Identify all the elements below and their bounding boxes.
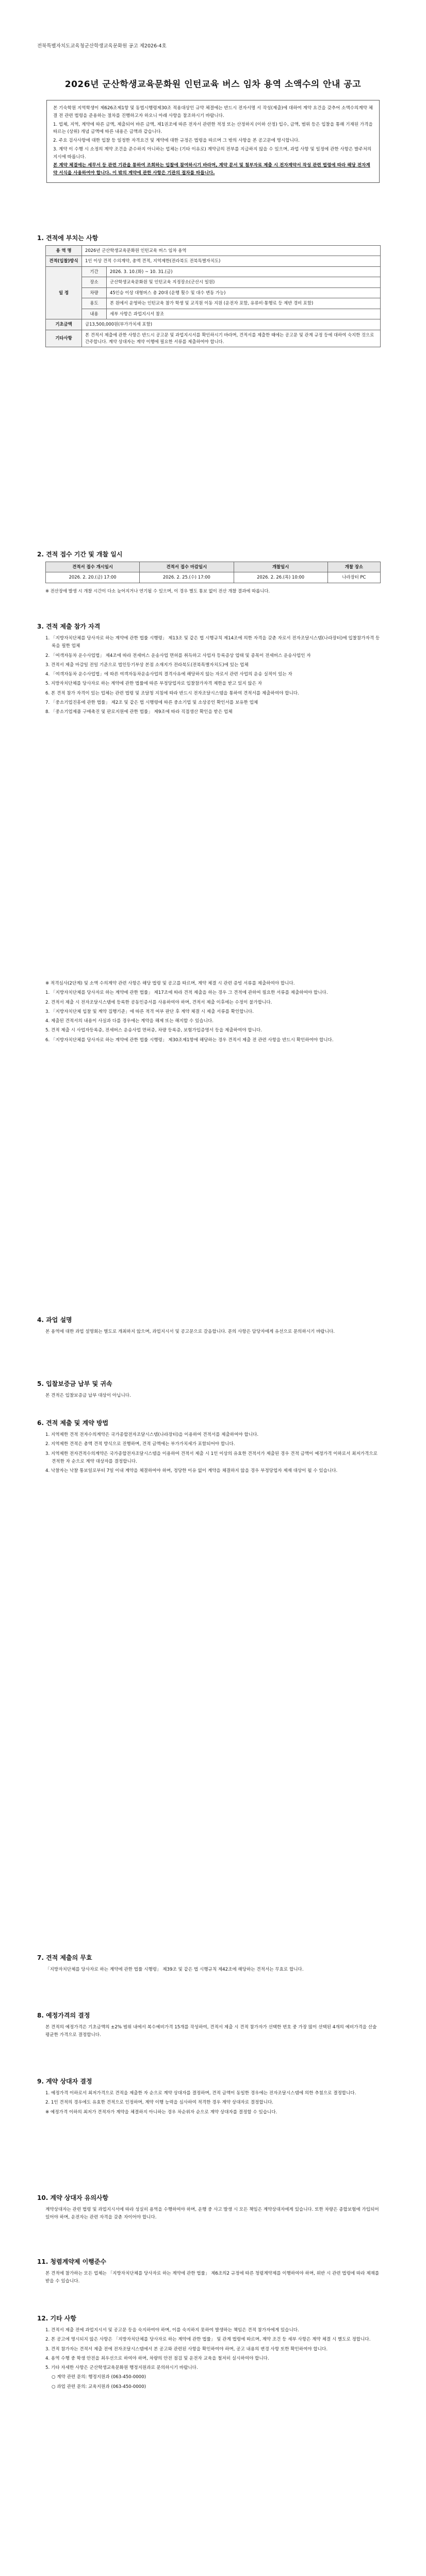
list-item: 5. 기타 자세한 사항은 군산학생교육문화원 행정지원과로 문의하시기 바랍니다.	[45, 2365, 198, 2371]
list-item: 2. 본 공고에 명시되지 않은 사항은 「지방자치단체를 당사자로 하는 계약에 관한 법률」 및 관계 법령에 따르며, 계약 조건 등 세부 사항은 계약 체결 시 별도로 정합니다.	[45, 2337, 371, 2343]
section-7-title: 7. 견적 제출의 무효	[37, 1954, 92, 1961]
row-value: 2026년 군산학생교육문화원 인턴교육 버스 임차 용역	[82, 246, 381, 256]
list-item: 3. 지역제한 전자견적수의계약은 국가종합전자조달시스템을 이용하여 견적서 제출 시 1인 이상의 유효한 견적서가 제출된 경우 견적 금액이 예정가격 이하로서 최저가격으로 견적한 자 순으로 계약 대상자를 결정합니다.	[45, 1451, 378, 1464]
section-5-title: 5. 입찰보증금 납부 및 귀속	[37, 1380, 112, 1387]
section-1-title: 1. 견적에 부치는 사항	[37, 234, 99, 242]
list-item: 8. 「중소기업제품 구매촉진 및 판로지원에 관한 법률」 제9조에 따라 직접생산 확인을 받은 업체	[45, 709, 233, 715]
row-sublabel: 내용	[82, 309, 107, 319]
row-value: 본 원에서 운영하는 인턴교육 참가 학생 및 교직원 이동 지원 (운전자 포함, 유류비·통행료 등 제반 경비 포함)	[107, 298, 381, 309]
section-2-title: 2. 견적 접수 기간 및 개찰 일시	[37, 551, 123, 558]
table-cell: 2026. 2. 20.(금) 17:00	[46, 572, 140, 583]
table-row	[46, 330, 381, 347]
row-value: 군산학생교육문화원 및 인턴교육 지정장소(군산시 일원)	[107, 277, 381, 287]
table-row	[46, 287, 381, 298]
table-row	[46, 319, 381, 330]
row-sublabel: 장소	[82, 277, 107, 287]
page-title: 2026년 군산학생교육문화원 인턴교육 버스 임차 용역 소액수의 안내 공고	[64, 79, 362, 90]
column-header: 개찰일시	[234, 562, 327, 572]
contact-item: ○ 과업 관련 문의: 교육지원과 (063-450-0000)	[52, 2384, 146, 2389]
column-header: 견적서 접수 마감일시	[140, 562, 234, 572]
eligibility-notes	[45, 980, 381, 1046]
paragraph: 본 견적의 예정가격은 기초금액의 ±2% 범위 내에서 복수예비가격 15개를 작성하여, 견적서 제출 시 견적 참가자가 선택한 번호 중 가장 많이 선택된 4개의 예비가격을 산술평균한 가격으로 결정합니다.	[45, 2025, 377, 2038]
row-label: 기타사항	[46, 330, 82, 347]
section-10-body	[45, 2206, 381, 2224]
list-item: 4. 낙찰자는 낙찰 통보일로부터 7일 이내 계약을 체결하여야 하며, 정당한 이유 없이 계약을 체결하지 않을 경우 부정당업자 제재 대상이 될 수 있습니다.	[45, 1468, 338, 1474]
list-item: 2. 견적서 제출 시 전자조달시스템에 등록한 공동인증서를 사용하여야 하며, 견적서 제출 이후에는 수정이 불가합니다.	[45, 999, 272, 1005]
section-11-title: 11. 청렴계약제 이행준수	[37, 2258, 106, 2265]
list-item: 1. 「지방자치단체를 당사자로 하는 계약에 관한 법률」 제17조에 따라 견적 제출을 하는 경우 그 견적에 관하여 필요한 서류를 제출하여야 합니다.	[45, 990, 328, 996]
section-7-body	[45, 1966, 381, 1975]
section-8-body	[45, 2024, 381, 2041]
list-item: 2. 1인 견적의 경우에도 유효한 견적으로 인정하며, 계약 이행 능력을 심사하여 적격한 경우 계약 상대자로 결정합니다.	[45, 2100, 273, 2106]
row-value: 45인승 이상 대형버스 총 20대 (운행 횟수 및 대수 변동 가능)	[107, 287, 381, 298]
schedule-table	[45, 562, 381, 583]
section-6-title: 6. 견적 제출 및 계약 방법	[37, 1419, 109, 1427]
table-row	[46, 246, 381, 256]
table-cell: 2026. 2. 25.(수) 17:00	[140, 572, 234, 583]
section-9-title: 9. 계약 상대자 결정	[37, 2078, 92, 2085]
paragraph: 본 견적은 입찰보증금 납부 대상이 아닙니다.	[45, 1393, 131, 1398]
section-6-list	[45, 1431, 381, 1477]
list-item: ※ 예정가격 이하의 최저가 견적자가 계약을 체결하지 아니하는 경우 차순위자 순으로 계약 상대자를 결정할 수 있습니다.	[45, 2109, 277, 2115]
paragraph: 본 견적에 참가하는 모든 업체는 「지방자치단체를 당사자로 하는 계약에 관한 법률」 제6조의2 규정에 따른 청렴계약제를 이행하여야 하며, 위반 시 관련 법령에 따라 제재를 받을 수 있습니다.	[45, 2271, 380, 2284]
row-value: 금13,500,000원(부가가치세 포함)	[82, 319, 381, 330]
list-item: 4. 용역 수행 중 학생 안전을 최우선으로 하여야 하며, 차량의 안전 점검 및 운전자 교육을 철저히 실시하여야 합니다.	[45, 2355, 269, 2361]
contact-item: ○ 계약 관련 문의: 행정지원과 (063-450-0000)	[52, 2375, 146, 2380]
section-4-title: 4. 과업 설명	[37, 1316, 72, 1324]
list-item: 2. 지역제한 견적은 총액 견적 방식으로 진행하며, 견적 금액에는 부가가치세가 포함되어야 합니다.	[45, 1442, 235, 1447]
row-value: 본 견적서 제출에 관한 사항은 반드시 공고문 및 과업지시서를 확인하시기 바라며, 견적서를 제출한 때에는 공고문 및 관계 규정 등에 대하여 숙지한 것으로 간주합니다. 계약 상대자는 계약 이행에 필요한 서류를 제출하여야 합니다.	[82, 330, 381, 347]
table-row	[46, 266, 381, 277]
column-header: 견적서 접수 개시일시	[46, 562, 140, 572]
intro-paragraph: 2. 주요 검사사항에 대한 입찰 등 일정한 자격요건 및 계약에 대한 규정은 법령을 따르며 그 밖의 사항을 본 공고문에 명시합니다.	[53, 138, 300, 144]
row-label: 일 정	[46, 266, 82, 319]
table-cell: 2026. 2. 26.(목) 10:00	[234, 572, 327, 583]
table-row	[46, 256, 381, 266]
list-item: 2. 「여객자동차 운수사업법」 제4조에 따라 전세버스 운송사업 면허를 취득하고 사업자 등록증상 업태 및 종목이 전세버스 운송사업인 자	[45, 653, 311, 658]
row-sublabel: 차량	[82, 287, 107, 298]
intro-notice-box	[46, 100, 380, 183]
table-header-row	[46, 562, 381, 572]
list-item: 1. 예정가격 이하로서 최저가격으로 견적을 제출한 자 순으로 계약 상대자를 결정하며, 견적 금액이 동일한 경우에는 전자조달시스템에 의한 추첨으로 결정합니다.	[45, 2091, 356, 2096]
table-row	[46, 277, 381, 287]
row-value: 1인 이상 견적 수의계약, 총액 견적, 지역제한(전라북도 전북특별자치도)	[82, 256, 381, 266]
paragraph: 본 용역에 대한 과업 설명회는 별도로 개최하지 않으며, 과업지시서 및 공고문으로 갈음합니다. 문의 사항은 담당자에게 유선으로 문의하시기 바랍니다.	[45, 1329, 335, 1334]
section-12-list	[45, 2327, 381, 2393]
list-item: 3. 「지방자치단체 입찰 및 계약 집행기준」에 따른 적격 여부 판단 후 계약 체결 시 제출 서류를 확인합니다.	[45, 1009, 254, 1014]
list-item: 5. 견적 제출 시 사업자등록증, 전세버스 운송사업 면허증, 차량 등록증, 보험가입증명서 등을 제출하여야 합니다.	[45, 1028, 262, 1033]
gazette-number: 전북특별자치도교육청군산학생교육문화원 공고 제2026-4호	[37, 43, 167, 49]
section-8-title: 8. 예정가격의 결정	[37, 2012, 90, 2019]
list-item: 6. 본 견적 참가 자격이 있는 업체는 관련 법령 및 조달청 지침에 따라 반드시 전자조달시스템을 통하여 견적서를 제출하여야 합니다.	[45, 690, 299, 696]
list-item: 3. 견적서 제출 마감일 전일 기준으로 법인등기부상 본점 소재지가 전라북도(전북특별자치도)에 있는 업체	[45, 662, 249, 668]
section-5-body	[45, 1392, 381, 1401]
section-11-body	[45, 2270, 381, 2287]
list-item: 7. 「중소기업진흥에 관한 법률」 제2조 및 같은 법 시행령에 따른 중소기업 및 소상공인 확인서를 보유한 업체	[45, 700, 258, 706]
row-value: 2026. 3. 10.(화) ~ 10. 31.(금)	[107, 266, 381, 277]
intro-emphasis: 본 계약 체결에는 세무서 등 관련 기관을 통하여 조회하는 입찰에 참여하시기 바라며, 계약 문서 및 첨부자료 제출 시 전자계약서 작성 관련 법령에 따라 해당 전자계약 서식을 사용하여야 합니다. 이 밖의 계약에 관한 사항은 기관의 절차를 따릅니다.	[53, 163, 370, 176]
list-item: 1. 지역제한 견적 전자수의계약은 국가종합전자조달시스템(나라장터)을 이용하여 견적서를 제출하여야 합니다.	[45, 1432, 259, 1437]
row-label: 견적(입찰)방식	[46, 256, 82, 266]
section-12-title: 12. 기타 사항	[37, 2315, 76, 2322]
schedule-note: ※ 전산장애 발생 시 개찰 시간이 다소 늦어지거나 연기될 수 있으며, 이 경우 별도 통보 없이 전산 개찰 결과에 따릅니다.	[45, 588, 270, 594]
list-item: 5. 지방자치단체를 당사자로 하는 계약에 관한 법률에 따른 부정당업자로 입찰참가자격 제한을 받고 있지 않은 자	[45, 681, 263, 687]
intro-paragraph: 3. 계약 이 수행 시 소정의 계약 조건을 준수하지 아니하는 업체는 (기타 이유로) 계약금의 전부를 지급하지 않을 수 있으며, 과업 사항 및 일정에 관한 사항은 발주처의 지시에 따릅니다.	[53, 146, 372, 160]
table-row	[46, 298, 381, 309]
list-item: ※ 적격심사(2단계) 및 소액 수의계약 관련 사항은 해당 법령 및 공고를 따르며, 계약 체결 시 관련 증빙 서류를 제출하여야 합니다.	[45, 981, 295, 986]
section-3-title: 3. 견적 제출 참가 자격	[37, 623, 101, 630]
list-item: 6. 「지방자치단체를 당사자로 하는 계약에 관한 법률 시행령」 제30조제1항에 해당하는 경우 견적서 제출 전 관련 사항을 반드시 확인하여야 합니다.	[45, 1037, 334, 1043]
list-item: 1. 「지방자치단체를 당사자로 하는 계약에 관한 법률 시행령」 제13조 및 같은 법 시행규칙 제14조에 의한 자격을 갖춘 자로서 전자조달시스템(나라장터)에 입찰참가자격 등록을 필한 업체	[45, 636, 380, 649]
row-label: 용 역 명	[46, 246, 82, 256]
paragraph: 「지방자치단체를 당사자로 하는 계약에 관한 법률 시행령」 제39조 및 같은 법 시행규칙 제42조에 해당하는 견적서는 무효로 합니다.	[45, 1967, 304, 1972]
row-value: 세부 사항은 과업지시서 참조	[107, 309, 381, 319]
list-item: 3. 견적 참가자는 견적서 제출 전에 전자조달시스템에서 본 공고와 관련된 사항을 확인하여야 하며, 공고 내용의 변경 사항 또한 확인하여야 합니다.	[45, 2346, 328, 2352]
section-9-body	[45, 2090, 381, 2118]
row-sublabel: 기간	[82, 266, 107, 277]
intro-paragraph: 본 기숙학원 지역학생이 제626조제1항 및 동법시행령제30조 적용대상인 규약 체결에는 반드시 전자서명 서 작성(제출)에 대하여 계약 요건을 갖추어 소액수의계약 체결 전 관련 법령을 준용하는 절차를 진행하고자 하오니 아래 사항을 참조하시기 바랍니다.	[53, 106, 373, 118]
list-item: 4. 「여객자동차 운수사업법」에 따른 여객자동차운송사업의 결격사유에 해당하지 않는 자로서 관련 사업의 운송 실적이 있는 자	[45, 672, 292, 677]
overview-table	[45, 245, 381, 347]
list-item: 1. 견적서 제출 전에 과업지시서 및 공고문 등을 숙지하여야 하며, 이를 숙지하지 못하여 발생하는 책임은 견적 참가자에게 있습니다.	[45, 2328, 299, 2333]
row-label: 기초금액	[46, 319, 82, 330]
row-sublabel: 용도	[82, 298, 107, 309]
table-row	[46, 309, 381, 319]
column-header: 개찰 장소	[327, 562, 380, 572]
section-10-title: 10. 계약 상대자 유의사항	[37, 2194, 109, 2201]
table-cell: 나라장터 PC	[327, 572, 380, 583]
list-item: 4. 제출된 견적서의 내용이 사실과 다를 경우에는 계약을 해제 또는 해지할 수 있습니다.	[45, 1019, 214, 1024]
section-4-body	[45, 1328, 381, 1337]
intro-paragraph: 1. 업체, 지역, 계약에 따른 금액, 제출되어 바른 금액, 제1권조에 따른 전자서 관련한 적정 또는 산정하지 (이하 산정) 입수, 금액, 범위 등은 입찰을 통해 기재된 가격을 따르는 (상위) 개념 금액에 따른 내용은 금액과 같습니다.	[53, 122, 373, 135]
eligibility-list	[45, 635, 381, 718]
table-row	[46, 572, 381, 583]
paragraph: 계약상대자는 관련 법령 및 과업지시서에 따라 성실히 용역을 수행하여야 하며, 운행 중 사고 발생 시 모든 책임은 계약상대자에게 있습니다. 또한 차량은 종합보험에 가입되어 있어야 하며, 운전자는 관련 자격을 갖춘 자이어야 합니다.	[45, 2207, 379, 2221]
